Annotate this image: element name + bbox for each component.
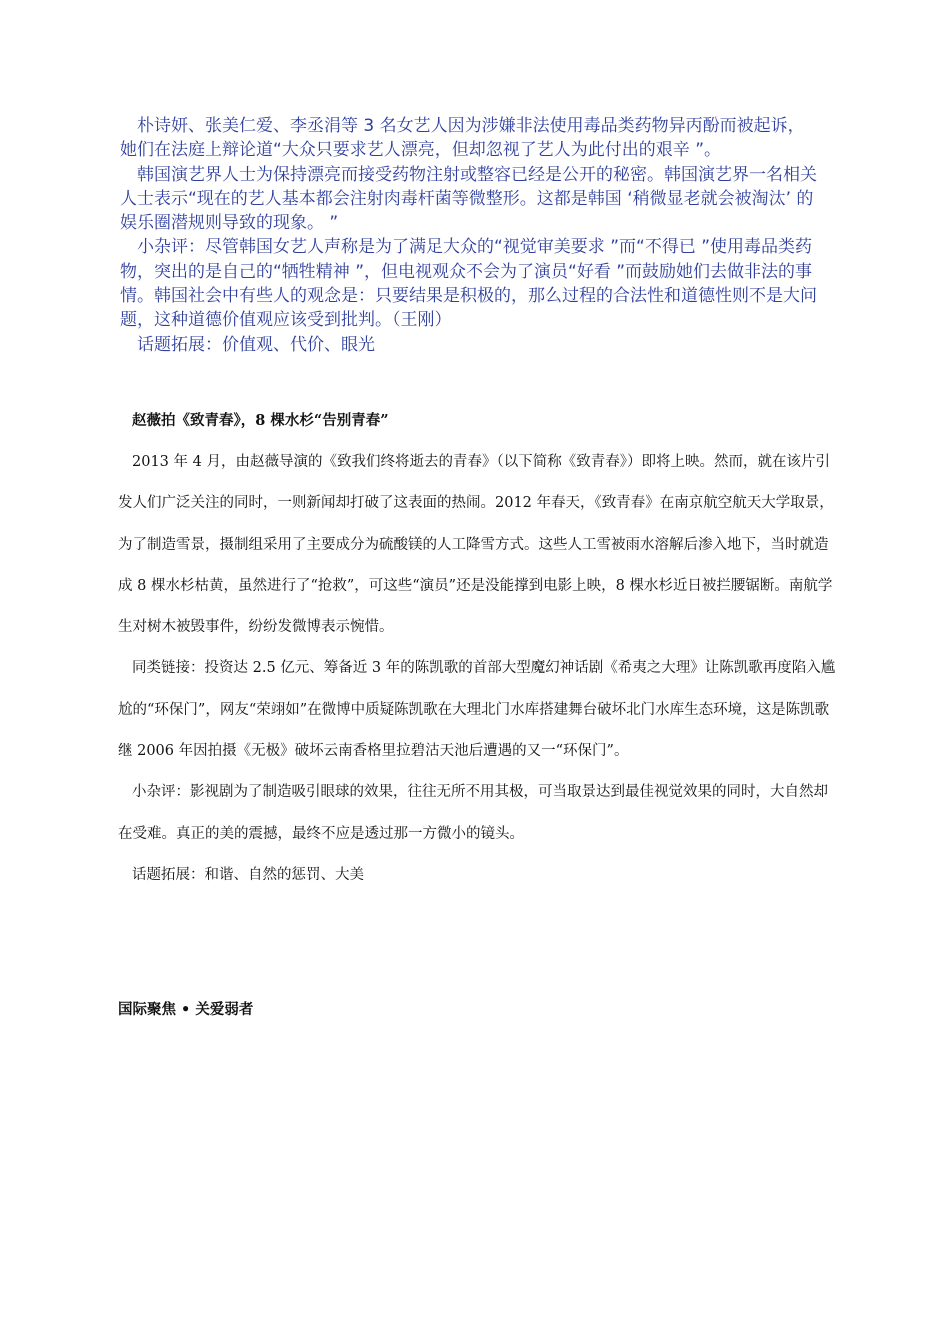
zhao-comment: 小杂评：影视剧为了制造吸引眼球的效果，往往无所不用其极，可当取景达到最佳视觉效果的同时，大自然却在受难。真正的美的震撼，最终不应是透过那一方微小的镜头。 bbox=[118, 784, 828, 842]
korea-comment: 小杂评：尽管韩国女艺人声称是为了满足大众的“视觉审美要求 ”而“不得已 ”使用毒品类药物，突出的是自己的“牺牲精神 ”，但电视观众不会为了演员“好看 ”而鼓励她们去做非法的事情。韩国社会中有些人的观念是：只要结果是积极的，那么过程的合法性和道德性则不是大问题，这种道德价值观应该受到批判。（王刚） bbox=[120, 237, 817, 331]
korea-article bbox=[120, 114, 820, 357]
korea-topic-extension: 话题拓展：价值观、代价、眼光 bbox=[120, 334, 375, 355]
korea-paragraph-1: 朴诗妍、张美仁爱、李丞涓等 3 名女艺人因为涉嫌非法使用毒品类药物异丙酚而被起诉，她们在法庭上辩论道“大众只要求艺人漂亮，但却忽视了艺人为此付出的艰辛 ”。 bbox=[120, 116, 805, 161]
zhao-article bbox=[118, 410, 838, 896]
korea-paragraph-2: 韩国演艺界人士为保持漂亮而接受药物注射或整容已经是公开的秘密。韩国演艺界一名相关人士表示“现在的艺人基本都会注射肉毒杆菌等微整形。这都是韩国 ‘稍微显老就会被淘汰’ 的娱乐圈潜规则导致的现象。 ” bbox=[120, 164, 817, 234]
zhao-topic-extension: 话题拓展：和谐、自然的惩罚、大美 bbox=[132, 866, 364, 883]
article-headline: 赵薇拍《致青春》，8 棵水杉“告别青春” bbox=[132, 412, 389, 429]
related-link-paragraph: 同类链接：投资达 2.5 亿元、筹备近 3 年的陈凯歌的首部大型魔幻神话剧《希夷之大理》让陈凯歌再度陷入尴尬的“环保门”，网友“荣翊如”在微博中质疑陈凯歌在大理北门水库搭建舞台破坏北门水库生态环境，这是陈凯歌继 2006 年因拍摄《无极》破坏云南香格里拉碧沽天池后遭遇的又一“环保门”。 bbox=[118, 660, 836, 760]
zhao-paragraph-1: 2013 年 4 月，由赵薇导演的《致我们终将逝去的青春》（以下简称《致青春》）即将上映。然而，就在该片引发人们广泛关注的同时，一则新闻却打破了这表面的热闹。2012 年春天，《致青春》在南京航空航天大学取景，为了制造雪景，摄制组采用了主要成分为硫酸镁的人工降雪方式。这些人工雪被雨水溶解后渗入地下，当时就造成 8 棵水杉枯黄，虽然进行了“抢救”，可这些“演员”还是没能撑到电影上映，8 棵水杉近日被拦腰锯断。南航学生对树木被毁事件，纷纷发微博表示惋惜。 bbox=[118, 454, 834, 636]
section-heading: 国际聚焦 • 关爱弱者 bbox=[118, 1001, 254, 1018]
